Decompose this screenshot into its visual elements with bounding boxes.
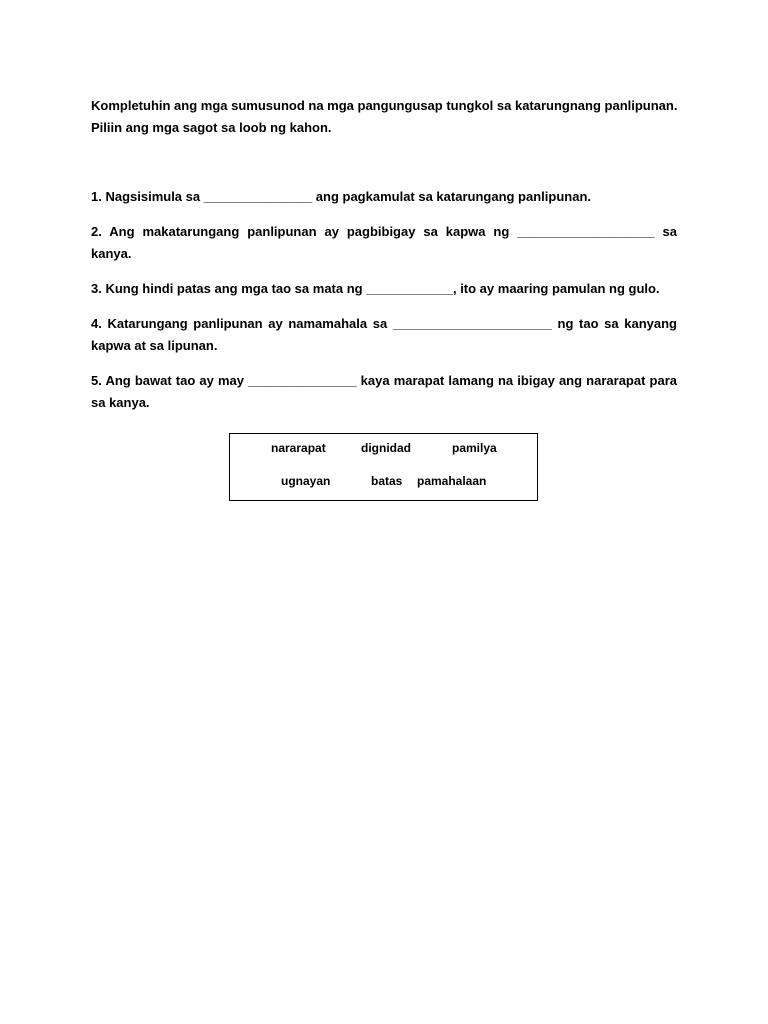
word-bank-item: pamahalaan: [417, 474, 487, 488]
question-1: 1. Nagsisimula sa _______________ ang pagkamulat sa katarungang panlipunan.: [91, 189, 591, 204]
question-5: 5. Ang bawat tao ay may _______________ kaya marapat lamang na ibigay ang nararapat para sa kanya.: [91, 373, 677, 410]
instructions-line-1: Kompletuhin ang mga sumusunod na mga pangungusap tungkol sa katarungnang panlipunan.: [91, 98, 678, 113]
question-list: [91, 186, 677, 427]
word-bank-item: pamilya: [452, 441, 497, 455]
question-4: 4. Katarungang panlipunan ay namamahala sa ______________________ ng tao sa kanyang kapwa at sa lipunan.: [91, 316, 677, 353]
instructions: [91, 95, 681, 139]
word-bank-item: ugnayan: [281, 474, 331, 488]
question-2: 2. Ang makatarungang panlipunan ay pagbibigay sa kapwa ng ___________________ sa kanya.: [91, 224, 677, 261]
word-bank-item: batas: [371, 474, 403, 488]
word-bank-box: [229, 433, 538, 501]
word-bank-item: nararapat: [271, 441, 326, 455]
question-3: 3. Kung hindi patas ang mga tao sa mata ng ____________, ito ay maaring pamulan ng gulo.: [91, 281, 660, 296]
instructions-line-2: Piliin ang mga sagot sa loob ng kahon.: [91, 120, 332, 135]
word-bank-item: dignidad: [361, 441, 411, 455]
